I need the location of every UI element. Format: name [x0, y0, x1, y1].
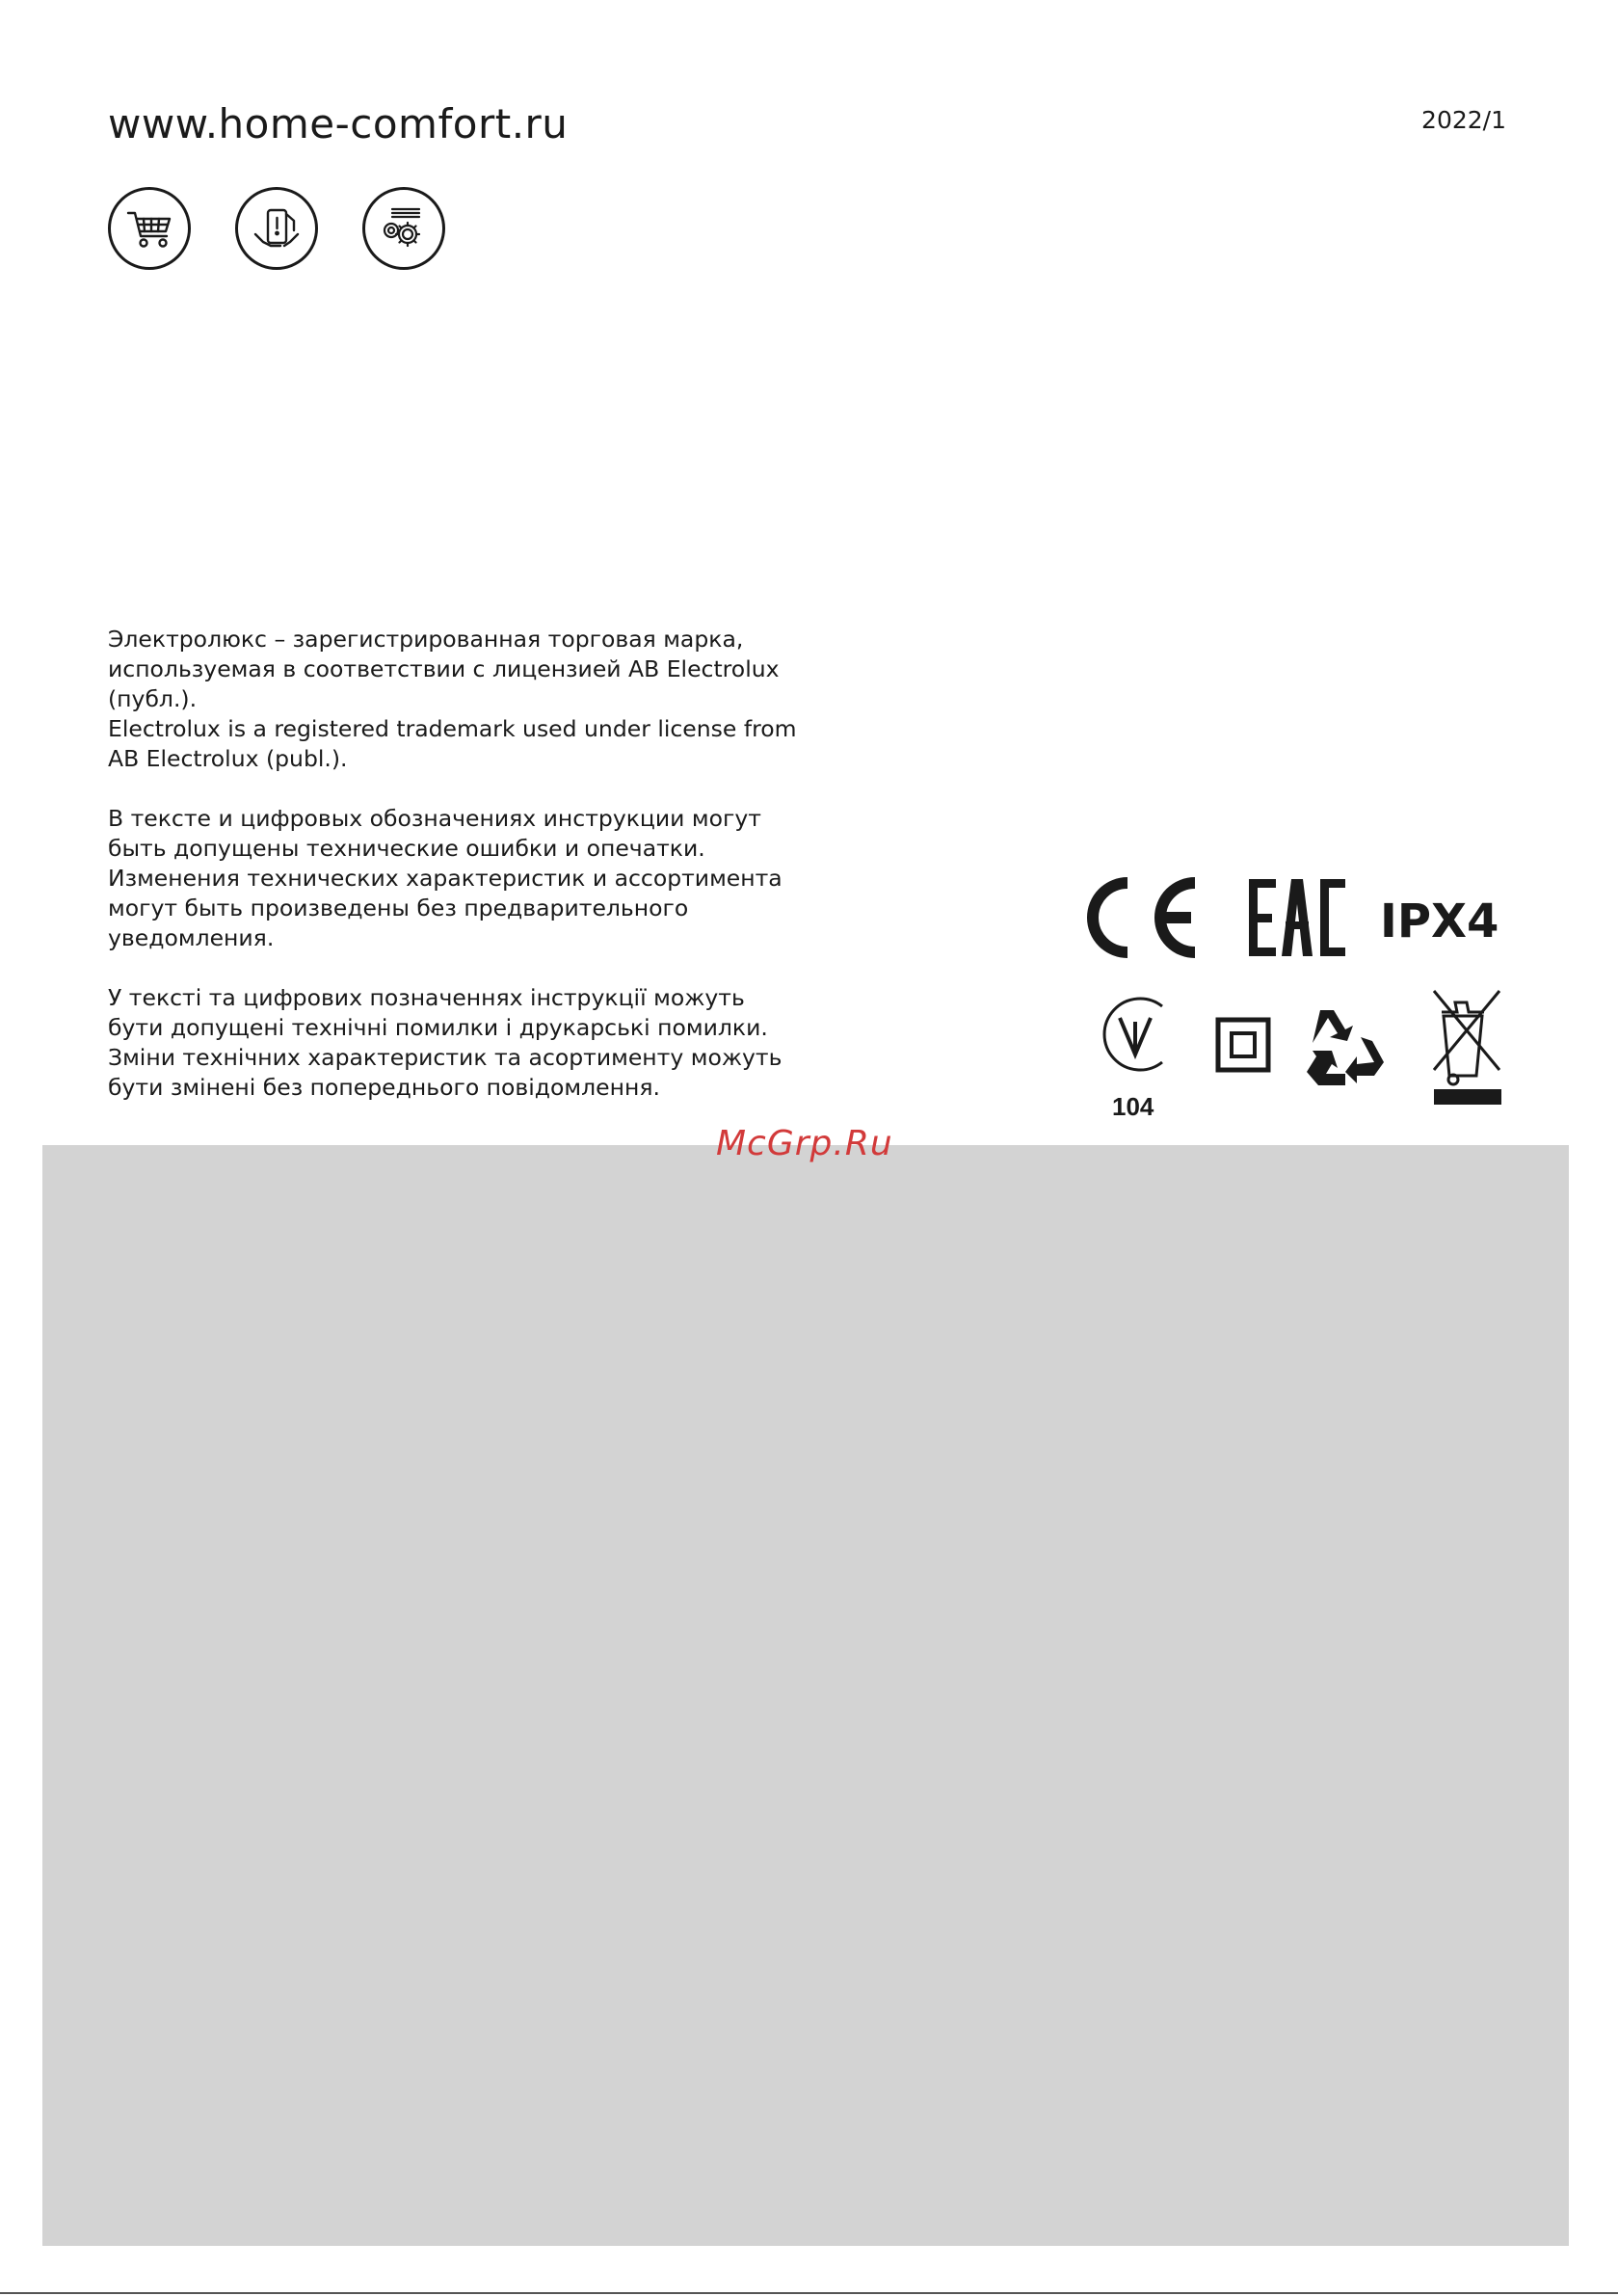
phone-support-hands-icon[interactable]	[235, 187, 318, 270]
recycling-icon	[1307, 1010, 1384, 1085]
watermark-text: McGrp.Ru	[716, 1124, 893, 1163]
ip-rating: IPX4	[1380, 894, 1499, 948]
service-gear-icon[interactable]	[362, 187, 445, 270]
trademark-notice: Электролюкс – зарегистрированная торговая марка, используемая в соответствии с лицензией AB Electrolux (публ.). Electrolux is a registered trademark used under license from AB Electrolux (publ.).	[108, 626, 797, 772]
eac-mark-icon	[1249, 879, 1345, 956]
service-icons	[108, 187, 445, 270]
legal-text	[108, 625, 840, 1133]
ukraine-conformity-icon	[1104, 999, 1162, 1070]
certification-marks-row1	[1085, 875, 1503, 960]
double-insulation-icon	[1218, 1020, 1268, 1070]
edition-label: 2022/1	[1421, 106, 1506, 134]
disclaimer-ua: У тексті та цифрових позначеннях інструкції можуть бути допущені технічні помилки і друкарські помилки. Зміни технічних характеристик та асортименту можуть бути змінені без попереднього повідомлення.	[108, 984, 782, 1101]
ua-mark-number: 104	[1112, 1092, 1154, 1121]
weee-crossed-bin-icon	[1434, 991, 1501, 1105]
shopping-cart-icon[interactable]	[108, 187, 191, 270]
disclaimer-ru: В тексте и цифровых обозначениях инструкции могут быть допущены технические ошибки и опечатки. Изменения технических характеристик и ассортимента могут быть произведены без предварительного уведомления.	[108, 805, 782, 951]
bottom-rule	[0, 2292, 1618, 2294]
website-url[interactable]: www.home-comfort.ru	[108, 100, 569, 147]
ce-mark-icon	[1093, 883, 1195, 952]
certification-marks-row2	[1085, 983, 1519, 1128]
gray-panel	[42, 1145, 1569, 2246]
